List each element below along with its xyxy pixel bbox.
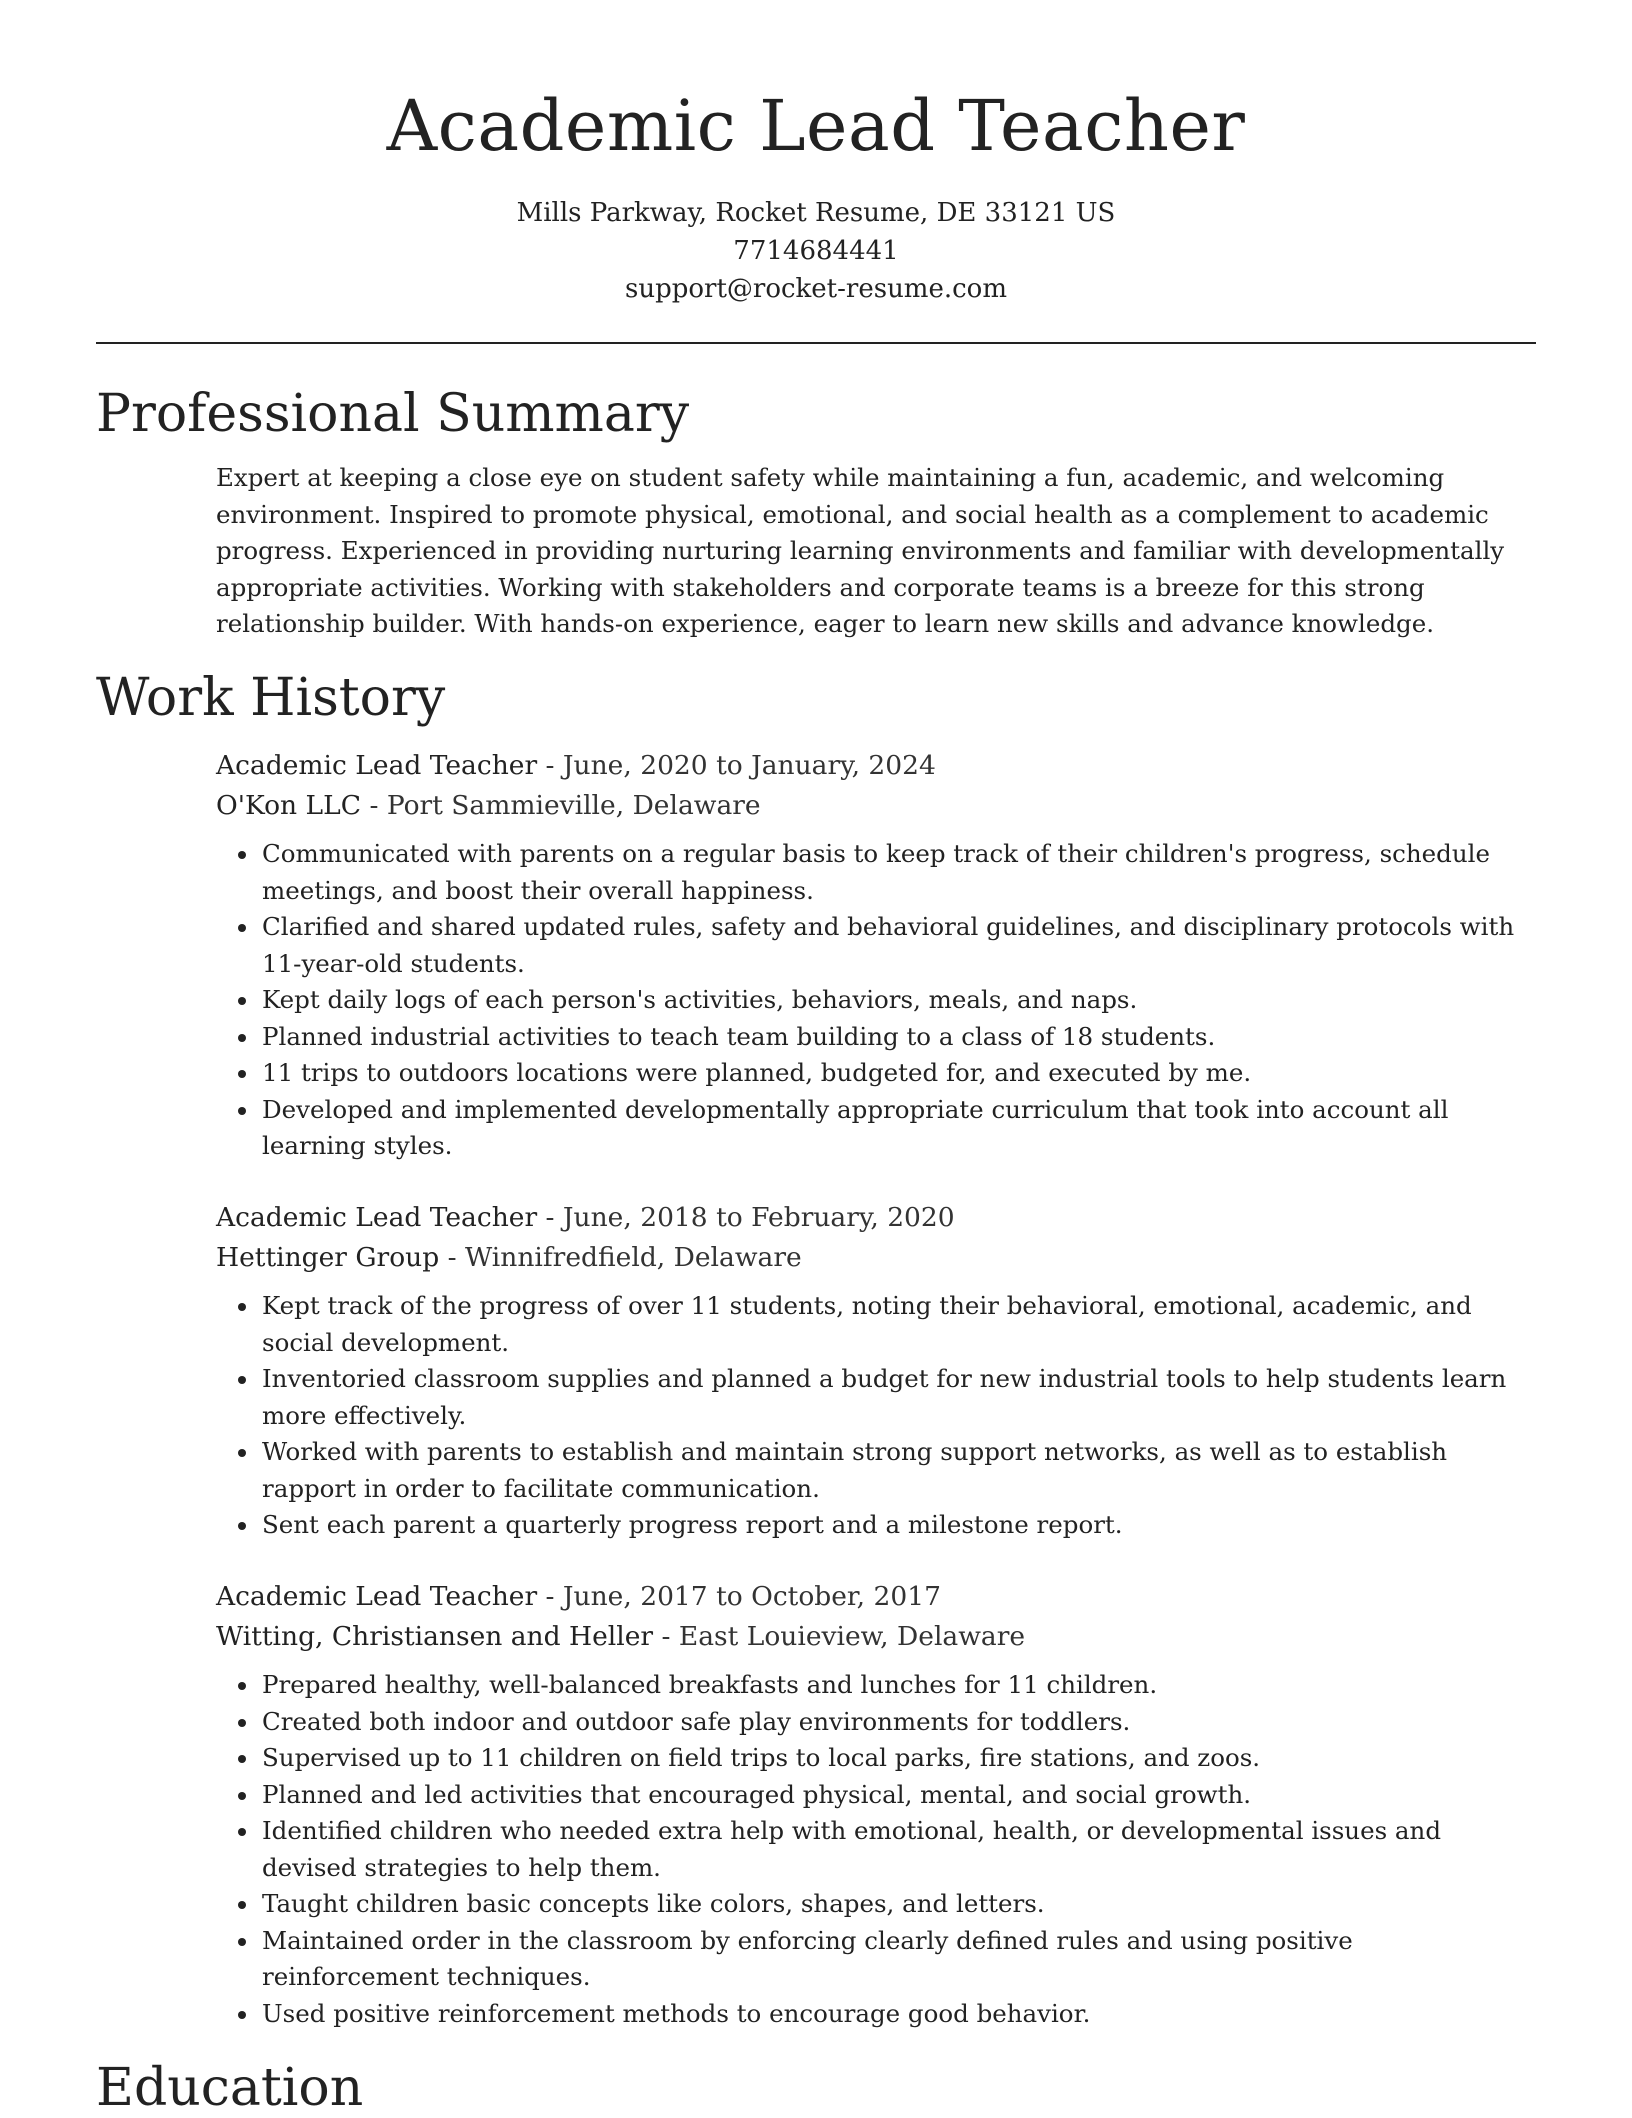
job-company-line [216,1238,1536,1278]
job-company-line [216,786,1536,826]
job-role: Academic Lead Teacher [216,750,538,781]
job-duty: • Supervised up to 11 children on field trips to local parks, fire stations, and zoos. [260,1740,1536,1777]
summary-text: Expert at keeping a close eye on student safety while maintaining a fun, academic, and welcoming environment. Inspired to promote physical, emotional, and social health as a complement to academic progress. Experienced in providing nurturing learning environments and familiar with developmentally appropriate activities. Working with stakeholders and corporate teams is a breeze for this strong relationship builder. With hands-on experience, eager to learn new skills and advance knowledge. [216,463,1505,638]
job-duty: • Created both indoor and outdoor safe play environments for toddlers. [260,1704,1536,1741]
job-dates: - June, 2017 to October, 2017 [537,1581,941,1612]
job-duty: • Developed and implemented developmentally appropriate curriculum that took into account all learning styles. [260,1092,1536,1165]
section-title-summary: Professional Summary [96,384,690,444]
job-duty: • Inventoried classroom supplies and planned a budget for new industrial tools to help students learn more effectively. [260,1361,1536,1434]
job-company: Witting, Christiansen and Heller [216,1621,654,1652]
job-duty: • Sent each parent a quarterly progress report and a milestone report. [260,1507,1536,1544]
job-duty: • Planned industrial activities to teach team building to a class of 18 students. [260,1019,1536,1056]
job-company-line [216,1617,1536,1657]
resume-header [0,0,1632,308]
job-duty: • Taught children basic concepts like colors, shapes, and letters. [260,1886,1536,1923]
job-duties-list [216,1667,1536,2032]
job-duty: • Kept daily logs of each person's activities, behaviors, meals, and naps. [260,982,1536,1019]
contact-phone: 7714684441 [733,236,899,266]
section-title-education: Education [96,2058,364,2118]
job-duty: • Identified children who needed extra help with emotional, health, or developmental issues and devised strategies to help them. [260,1813,1536,1886]
contact-block [0,194,1632,308]
job-title-line [216,1577,1536,1617]
job-entry [216,746,1536,1165]
job-duty: • Prepared healthy, well-balanced breakfasts and lunches for 11 children. [260,1667,1536,1704]
candidate-name: Academic Lead Teacher [386,85,1246,167]
job-title-line [216,746,1536,786]
header-divider [96,342,1536,344]
job-duty: • Worked with parents to establish and maintain strong support networks, as well as to establish rapport in order to facilitate communication. [260,1434,1536,1507]
job-duty: • Planned and led activities that encouraged physical, mental, and social growth. [260,1777,1536,1814]
job-duty: • Maintained order in the classroom by enforcing clearly defined rules and using positive reinforcement techniques. [260,1923,1536,1996]
job-location: - East Louieview, Delaware [653,1621,1026,1652]
job-duties-list [216,836,1536,1165]
job-duties-list [216,1288,1536,1544]
contact-email: support@rocket-resume.com [624,274,1007,304]
contact-address: Mills Parkway, Rocket Resume, DE 33121 US [516,198,1116,228]
section-title-work-history: Work History [96,668,446,728]
job-dates: - June, 2020 to January, 2024 [537,750,936,781]
job-duty: • Communicated with parents on a regular basis to keep track of their children's progress, schedule meetings, and boost their overall happiness. [260,836,1536,909]
job-dates: - June, 2018 to February, 2020 [537,1202,955,1233]
job-duty: • Clarified and shared updated rules, safety and behavioral guidelines, and disciplinary protocols with 11-year-old students. [260,909,1536,982]
job-company: Hettinger Group [216,1242,440,1273]
job-entry [216,1198,1536,1544]
job-duty: • Kept track of the progress of over 11 students, noting their behavioral, emotional, academic, and social development. [260,1288,1536,1361]
job-company: O'Kon LLC [216,790,362,821]
job-location: - Winnifredfield, Delaware [439,1242,802,1273]
job-role: Academic Lead Teacher [216,1581,538,1612]
job-location: - Port Sammieville, Delaware [361,790,761,821]
job-duty: • 11 trips to outdoors locations were planned, budgeted for, and executed by me. [260,1055,1536,1092]
job-title-line [216,1198,1536,1238]
job-role: Academic Lead Teacher [216,1202,538,1233]
job-entry [216,1577,1536,2032]
job-duty: • Used positive reinforcement methods to encourage good behavior. [260,1996,1536,2033]
